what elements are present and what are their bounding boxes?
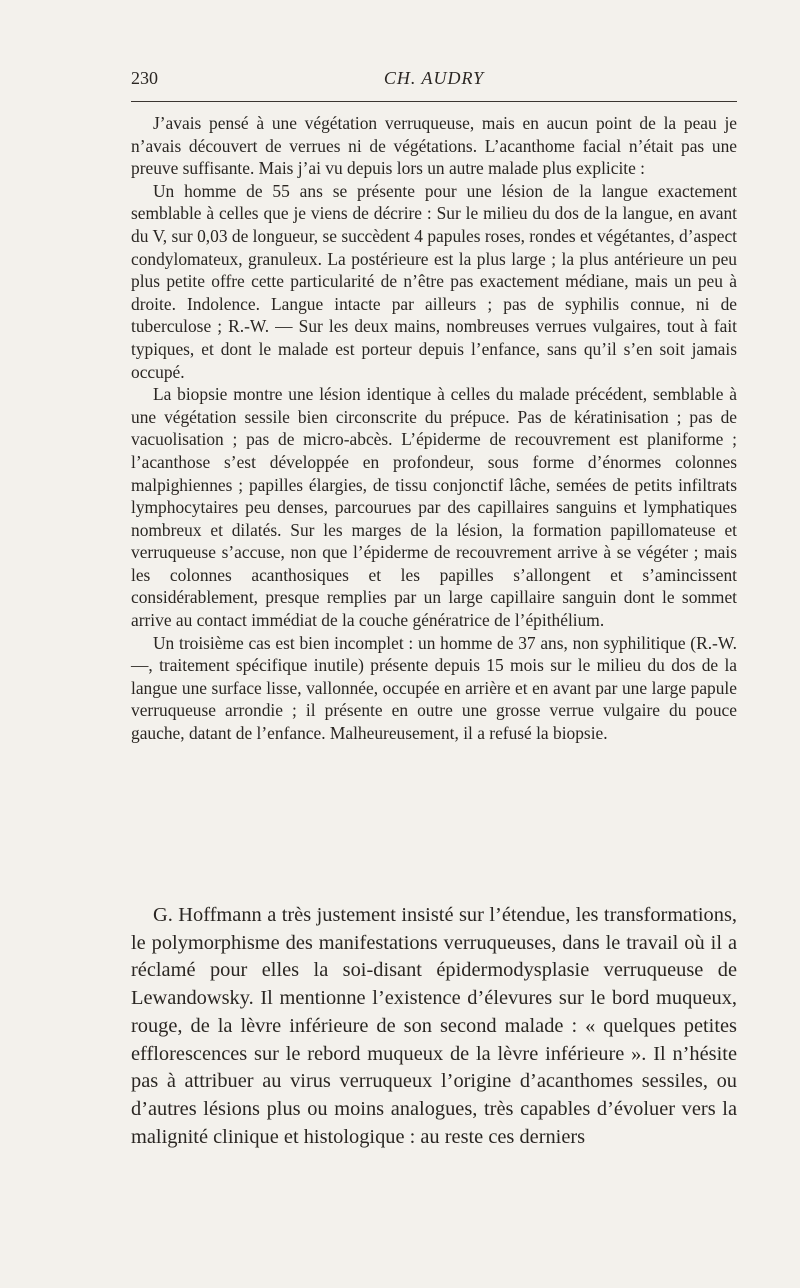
paragraph: Un troisième cas est bien incomplet : un homme de 37 ans, non syphilitique (R.-W. —, traitement spécifique inutile) présente depuis 15 mois sur le milieu du dos de la langue une surface lisse, vallonnée, occupée en arrière et en avant par une large papule verruqueuse arrondie ; il présente en outre une grosse verrue vulgaire du pouce gauche, datant de l’enfance. Malheureusement, il a refusé la biopsie.: [131, 632, 737, 744]
paragraph: J’avais pensé à une végétation verruqueuse, mais en aucun point de la peau je n’avais découvert de verrues ni de végétations. L’acanthome facial n’était pas une preuve suffisante. Mais j’ai vu depuis lors un autre malade plus explicite :: [131, 113, 737, 179]
discussion-section: [131, 902, 737, 1151]
paragraph: La biopsie montre une lésion identique à celles du malade précédent, semblable à une végétation sessile bien circonscrite du prépuce. Pas de kératinisation ; pas de vacuolisation ; pas de micro-abcès. L’épiderme de recouvrement est planiforme ; l’acanthose s’est développée en profondeur, sous forme d’énormes colonnes malpighiennes ; papilles élargies, de tissu conjonctif lâche, semées de petits infiltrats lymphocytaires peu denses, parcourues par des capillaires sanguins et lymphatiques nombreux et dilatés. Sur les marges de la lésion, la formation papillomateuse et verruqueuse s’accuse, non que l’épiderme de recouvrement arrive à se végéter ; mais les colonnes acanthosiques et les papilles s’allongent et s’amincissent considérablement, presque remplies par un large capillaire sanguin dont le sommet arrive au contact immédiat de la couche génératrice de l’épithélium.: [131, 384, 737, 631]
paragraph: Un homme de 55 ans se présente pour une lésion de la langue exactement semblable à celles que je viens de décrire : Sur le milieu du dos de la langue, en avant du V, sur 0,03 de longueur, se succèdent 4 papules roses, rondes et végétantes, d’aspect condylomateux, granuleux. La postérieure est la plus large ; la plus antérieure un peu plus petite offre cette particularité de n’être pas exactement médiane, mais un peu à droite. Indolence. Langue intacte par ailleurs ; pas de syphilis connue, ni de tuberculose ; R.-W. — Sur les deux mains, nombreuses verrues vulgaires, tout à fait typiques, et dont le malade est porteur depuis l’enfance, sans qu’il s’en soit jamais occupé.: [131, 180, 737, 382]
running-head: CH. AUDRY: [383, 68, 485, 88]
page-header: [131, 68, 737, 96]
page-number: 230: [131, 68, 158, 88]
header-rule: [131, 101, 737, 102]
case-reports-section: [131, 112, 737, 745]
paragraph: G. Hoffmann a très justement insisté sur l’étendue, les transformations, le polymorphisme des manifestations verruqueuses, dans le travail où il a réclamé pour elles la soi-disant épidermodysplasie verruqueuse de Lewandowsky. Il mentionne l’existence d’élevures sur le bord muqueux, rouge, de la lèvre inférieure de son second malade : « quelques petites efflorescences sur le rebord muqueux de la lèvre inférieure ». Il n’hésite pas à attribuer au virus verruqueux l’origine d’acanthomes sessiles, ou d’autres lésions plus ou moins analogues, très capables d’évoluer vers la malignité clinique et histologique : au reste ces derniers: [131, 904, 737, 1148]
